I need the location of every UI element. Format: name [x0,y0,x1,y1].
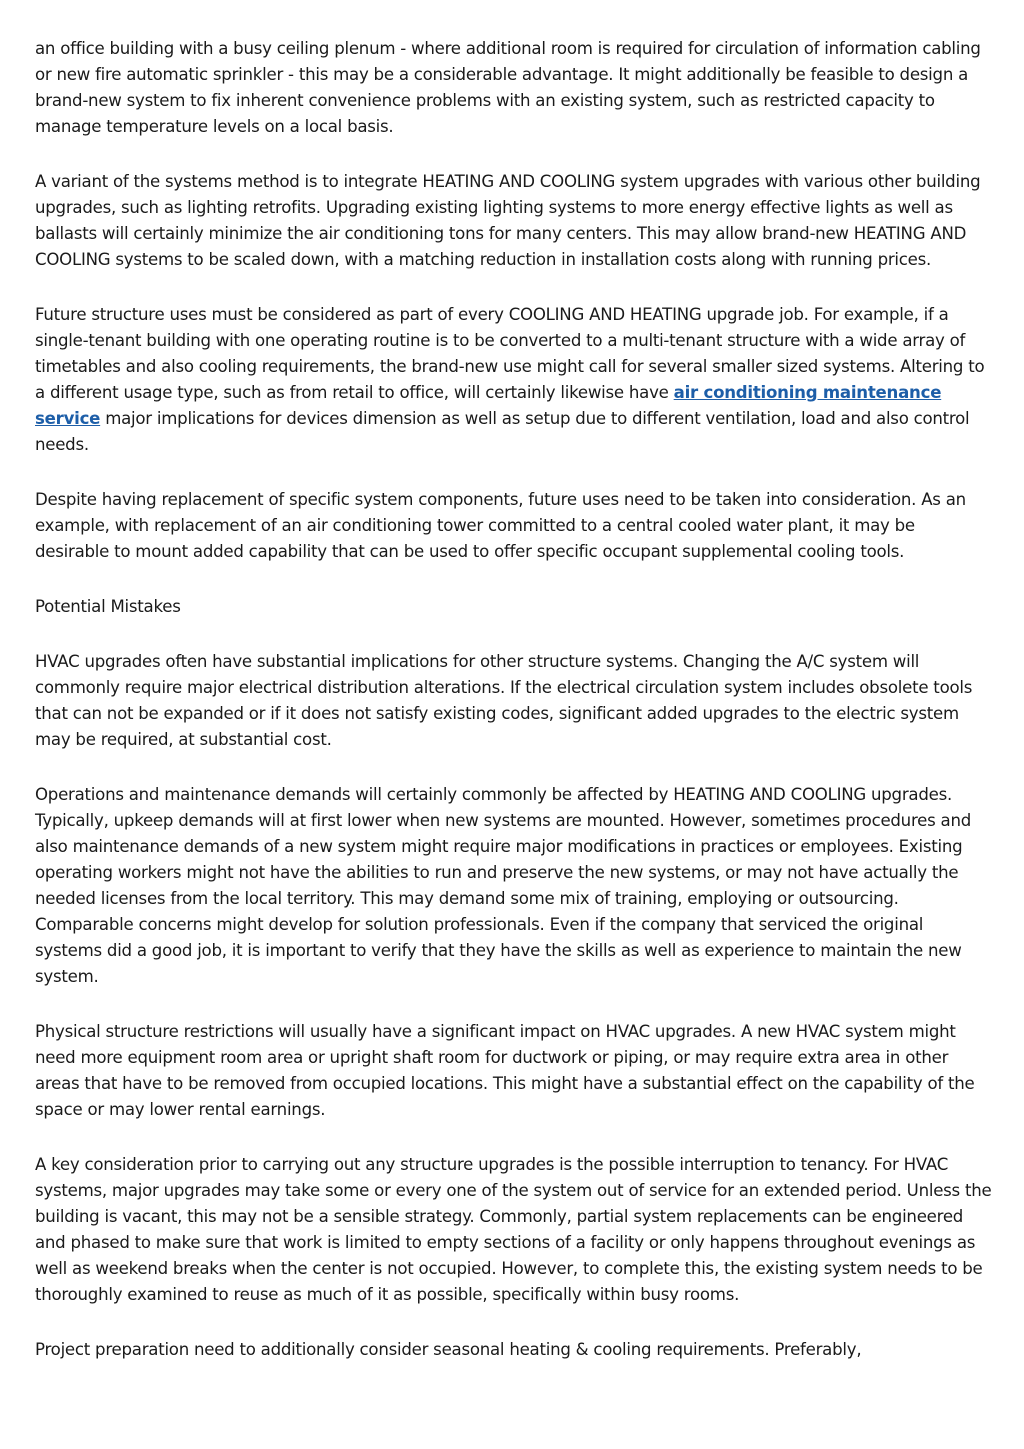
air-conditioning-maintenance-link[interactable]: air conditioning maintenance service [35,383,942,428]
paragraph-future-uses-text-after: major implications for devices dimension as well as setup due to different ventilation, load and also control needs. [35,409,970,454]
paragraph-operations-maintenance: Operations and maintenance demands will certainly commonly be affected by HEATING AND COOLING upgrades. Typically, upkeep demands will at first lower when new systems are mounted. However, sometimes procedures and also maintenance demands of a new system might require major modifications in practices or employees. Existing operating workers might not have the abilities to run and preserve the new systems, or may not have actually the needed licenses from the local territory. This may demand some mix of training, employing or outsourcing. Comparable concerns might develop for solution professionals. Even if the company that serviced the original systems did a good job, it is important to verify that they have the skills as well as experience to maintain the new system. [35,785,972,986]
paragraph-hvac-implications: HVAC upgrades often have substantial implications for other structure systems. Changing the A/C system will commonly require major electrical distribution alterations. If the electrical circulation system includes obsolete tools that can not be expanded or if it does not satisfy existing codes, significant added upgrades to the electric system may be required, at substantial cost. [35,652,973,749]
document-body [35,36,993,1392]
paragraph-systems-method: A variant of the systems method is to integrate HEATING AND COOLING system upgrades with various other building upgrades, such as lighting retrofits. Upgrading existing lighting systems to more energy effective lights as well as ballasts will certainly minimize the air conditioning tons for many centers. This may allow brand-new HEATING AND COOLING systems to be scaled down, with a matching reduction in installation costs along with running prices. [35,172,981,269]
paragraph-tenancy-interruption: A key consideration prior to carrying out any structure upgrades is the possible interruption to tenancy. For HVAC systems, major upgrades may take some or every one of the system out of service for an extended period. Unless the building is vacant, this may not be a sensible strategy. Commonly, partial system replacements can be engineered and phased to make sure that work is limited to empty sections of a facility or only happens throughout evenings as well as weekend breaks when the center is not occupied. However, to complete this, the existing system needs to be thoroughly examined to reuse as much of it as possible, specifically within busy rooms. [35,1155,992,1304]
section-heading-potential-mistakes: Potential Mistakes [35,597,181,616]
paragraph-component-replacement: Despite having replacement of specific system components, future uses need to be taken into consideration. As an example, with replacement of an air conditioning tower committed to a central cooled water plant, it may be desirable to mount added capability that can be used to offer specific occupant supplemental cooling tools. [35,490,966,561]
paragraph-future-uses [35,302,993,458]
paragraph-physical-restrictions: Physical structure restrictions will usually have a significant impact on HVAC upgrades. A new HVAC system might need more equipment room area or upright shaft room for ductwork or piping, or may require extra area in other areas that have to be removed from occupied locations. This might have a substantial effect on the capability of the space or may lower rental earnings. [35,1022,975,1119]
paragraph-project-preparation: Project preparation need to additionally consider seasonal heating & cooling requirements. Preferably, [35,1340,862,1359]
paragraph-future-uses-text-before: Future structure uses must be considered as part of every COOLING AND HEATING upgrade job. For example, if a single-tenant building with one operating routine is to be converted to a multi-tenant structure with a wide array of timetables and also cooling requirements, the brand-new use might call for several smaller sized systems. Altering to a different usage type, such as from retail to office, will certainly likewise have [35,305,985,402]
paragraph-plenum: an office building with a busy ceiling plenum - where additional room is required for circulation of information cabling or new fire automatic sprinkler - this may be a considerable advantage. It might additionally be feasible to design a brand-new system to fix inherent convenience problems with an existing system, such as restricted capacity to manage temperature levels on a local basis. [35,39,981,136]
